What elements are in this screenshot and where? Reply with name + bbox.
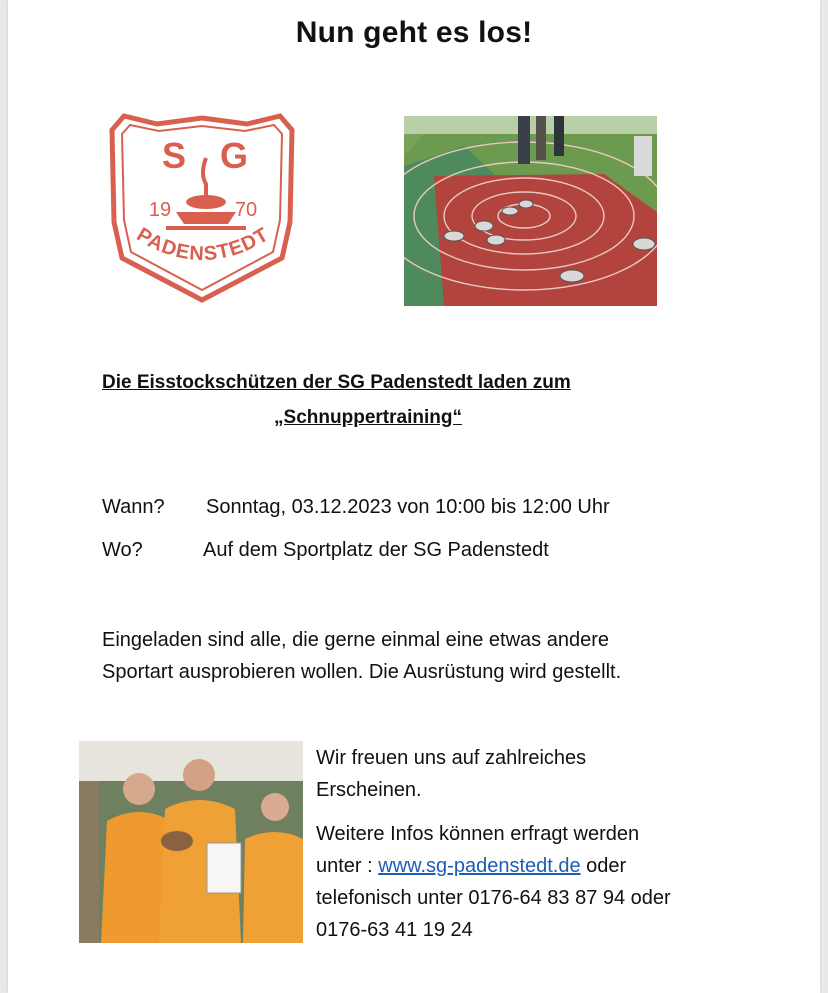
- logo-year-left: 19: [148, 199, 172, 221]
- club-logo-icon: [102, 112, 302, 304]
- logo-arc-text: PADENSTEDT: [132, 223, 274, 266]
- website-link[interactable]: www.sg-padenstedt.de: [378, 855, 581, 877]
- invitation-text: [102, 624, 742, 688]
- closing-line-1: Wir freuen uns auf zahlreiches: [316, 747, 587, 769]
- logo-letter-s: S: [161, 135, 187, 176]
- info-suffix: oder: [580, 855, 627, 877]
- phone-line-2: 0176-63 41 19 24: [316, 919, 473, 941]
- when-label: Wann?: [102, 496, 165, 518]
- court-photo: [404, 116, 657, 306]
- logo-year-right: 70: [234, 199, 258, 221]
- when-row: [102, 496, 610, 519]
- closing-text: [316, 742, 756, 806]
- page-title: Nun geht es los!: [295, 16, 533, 49]
- headline-line-2: „Schnuppertraining“: [274, 407, 462, 428]
- info-line-1: Weitere Infos können erfragt werden: [316, 823, 640, 845]
- closing-line-2: Erscheinen.: [316, 779, 422, 801]
- info-prefix: unter :: [316, 855, 379, 877]
- info-line-2: [316, 850, 756, 882]
- invitation-line-2: Sportart ausprobieren wollen. Die Ausrüstung wird gestellt.: [102, 661, 622, 683]
- contact-info: [316, 818, 756, 946]
- logo-letter-g: G: [219, 135, 249, 176]
- where-row: [102, 539, 549, 562]
- invitation-line-1: Eingeladen sind alle, die gerne einmal eine etwas andere: [102, 629, 610, 651]
- flyer-page: [8, 0, 820, 993]
- when-value: Sonntag, 03.12.2023 von 10:00 bis 12:00 Uhr: [206, 496, 610, 518]
- headline-line-1: Die Eisstockschützen der SG Padenstedt laden zum: [102, 372, 571, 393]
- where-label: Wo?: [102, 539, 143, 561]
- team-photo: [79, 741, 303, 943]
- where-value: Auf dem Sportplatz der SG Padenstedt: [203, 539, 549, 561]
- phone-line-1: telefonisch unter 0176-64 83 87 94 oder: [316, 887, 671, 909]
